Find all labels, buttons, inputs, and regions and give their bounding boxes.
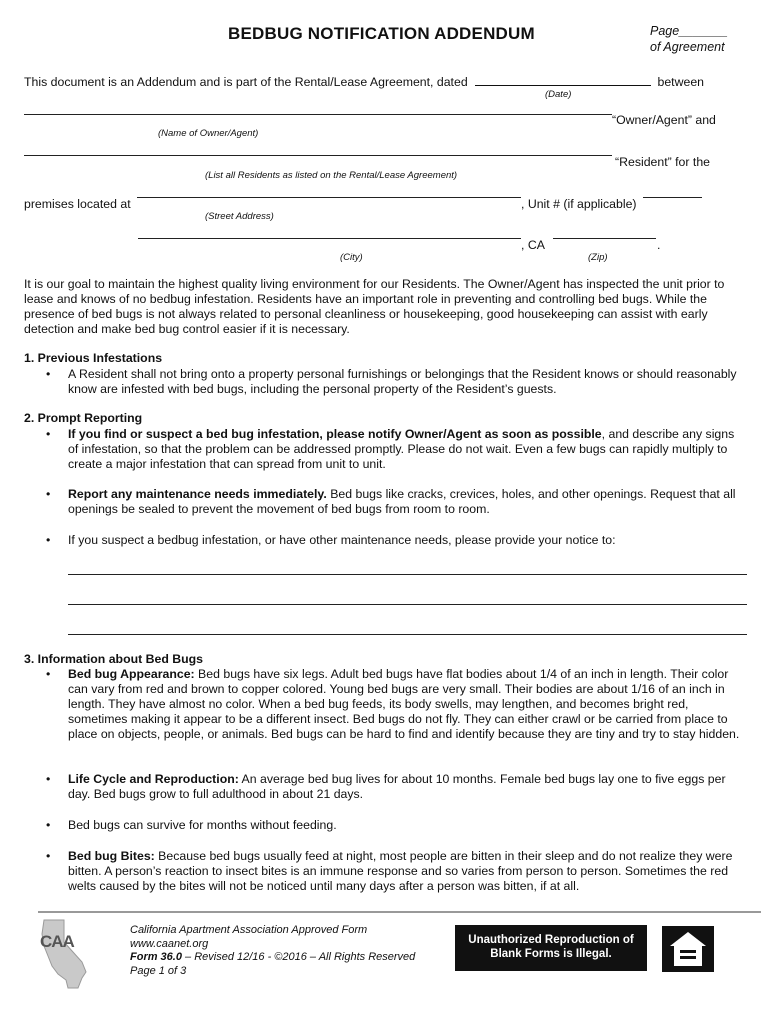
owner-agent-hint: (Name of Owner/Agent) <box>158 128 259 139</box>
owner-agent-field[interactable] <box>24 114 612 115</box>
between-label: between <box>657 75 704 89</box>
notice-line-1[interactable] <box>68 574 747 575</box>
footer-page-count: Page 1 of 3 <box>130 964 187 977</box>
bullet-text <box>68 427 746 472</box>
footer-website[interactable]: www.caanet.org <box>130 937 209 950</box>
resident-label: “Resident” for the <box>615 155 711 169</box>
bullet-text: A Resident shall not bring onto a property personal furnishings or belongings that the Resident knows or should reasonably know are infested with bed bugs, including the personal property of the Resident’s guests. <box>68 367 737 396</box>
date-hint: (Date) <box>545 89 572 100</box>
notice-line-3[interactable] <box>68 634 747 635</box>
section-3-bullet-2 <box>46 772 746 802</box>
section-3-bullet-4 <box>46 849 746 894</box>
bullet-text <box>68 849 746 894</box>
street-address-field[interactable] <box>137 197 521 198</box>
zip-field[interactable] <box>553 238 656 239</box>
footer-revision: – Revised 12/16 - ©2016 – All Rights Reserved <box>181 951 416 963</box>
footer-form-info <box>130 951 415 965</box>
bullet-rest: Bed bugs like cracks, crevices, holes, and other openings. Request that all openings be sealed to prevent the movement of bed bugs from room to room. <box>68 487 736 516</box>
bullet-rest: Bed bugs have six legs. Adult bed bugs have flat bodies about 1/4 of an inch in length. Their color can vary from red and brown to copper colored. Young bed bugs are very small. Their bodies are about 1/16 of an inch in length. They have almost no color. When a bed bug feeds, its body swells, may lengthen, and becomes bright red, sometimes making it appear to be a different insect. Bed bugs do not fly. They can either crawl or be carried from place to place on objects, people, or animals. Bed bugs can be hard to find and identify because they are tiny and try to stay hidden. <box>68 667 740 741</box>
street-address-hint: (Street Address) <box>205 211 274 222</box>
zip-period: . <box>657 238 661 252</box>
notice-line-2[interactable] <box>68 604 747 605</box>
bullet-glyph: • <box>46 818 51 832</box>
section-3-bullet-1 <box>46 667 746 742</box>
bullet-glyph: • <box>46 427 51 441</box>
bullet-text <box>68 487 746 517</box>
stamp-line-2: Blank Forms is Illegal. <box>490 948 612 960</box>
bullet-bold: Report any maintenance needs immediately. <box>68 487 327 501</box>
section-1-bullet <box>46 367 746 397</box>
state-label: , CA <box>521 238 545 252</box>
section-3-heading: 3. Information about Bed Bugs <box>24 652 203 666</box>
of-agreement-label: of Agreement <box>650 40 725 54</box>
residents-hint: (List all Residents as listed on the Rental/Lease Agreement) <box>205 170 458 181</box>
bullet-bold: Bed bug Bites: <box>68 849 155 863</box>
california-state-icon <box>38 918 90 990</box>
bullet-text <box>68 667 746 742</box>
bullet-glyph: • <box>46 667 51 681</box>
bullet-glyph: • <box>46 849 51 863</box>
footer-divider <box>38 911 761 913</box>
premises-label: premises located at <box>24 197 131 211</box>
unit-number-field[interactable] <box>643 197 702 198</box>
bullet-text: If you suspect a bedbug infestation, or have other maintenance needs, please provide your notice to: <box>68 533 616 547</box>
bullet-glyph: • <box>46 533 51 547</box>
bullet-rest: Because bed bugs usually feed at night, most people are bitten in their sleep and do not realize they were bitten. A person’s reaction to insect bites is an immune response and so varies from person to person. Sometimes the red welts caused by the bites will not be noticed until many days after a person was bitten, if at all. <box>68 849 733 893</box>
date-field[interactable] <box>475 74 651 86</box>
section-2-heading: 2. Prompt Reporting <box>24 411 143 425</box>
bullet-glyph: • <box>46 367 51 381</box>
intro-line-1 <box>24 74 704 89</box>
city-field[interactable] <box>138 238 521 239</box>
page-of-agreement <box>650 23 728 55</box>
footer-form-number: Form 36.0 <box>130 951 182 963</box>
goal-paragraph: It is our goal to maintain the highest quality living environment for our Residents. The Owner/Agent has inspected the unit prior to lease and knows of no bedbug infestation. Residents have an important role in preventing and controlling bed bugs. While the presence of bed bugs is not always related to personal cleanliness or housekeeping, good housekeeping can assist with early detection and make bed bug control easier if it is necessary. <box>24 277 725 336</box>
document-title: BEDBUG NOTIFICATION ADDENDUM <box>228 24 535 43</box>
section-1-heading: 1. Previous Infestations <box>24 351 163 365</box>
page-number-field[interactable]: Page_______ <box>650 24 728 38</box>
footer-text <box>130 924 415 978</box>
owner-agent-label: “Owner/Agent” and <box>612 113 716 127</box>
bullet-glyph: • <box>46 487 51 501</box>
section-2-bullet-1 <box>46 427 746 472</box>
unit-label: , Unit # (if applicable) <box>521 197 637 211</box>
residents-field[interactable] <box>24 155 612 156</box>
bullet-bold: If you find or suspect a bed bug infestation, please notify Owner/Agent as soon as possible <box>68 427 602 441</box>
reproduction-warning-stamp <box>455 925 647 971</box>
bullet-rest: An average bed bug lives for about 10 months. Female bed bugs lay one to five eggs per day. Bed bugs grow to full adulthood in about 21 days. <box>68 772 726 801</box>
caa-logo <box>38 918 90 990</box>
footer-association: California Apartment Association Approved Form <box>130 924 368 936</box>
bullet-text: Bed bugs can survive for months without feeding. <box>68 818 337 832</box>
section-3-bullet-3 <box>46 818 746 833</box>
bullet-rest: , and describe any signs of infestation, so that the problem can be addressed promptly. Please do not wait. Even a few bugs can rapidly multiply to create a major infestation that can spread from unit to unit. <box>68 427 735 471</box>
equal-housing-icon <box>662 926 714 972</box>
bullet-bold: Life Cycle and Reproduction: <box>68 772 239 786</box>
section-2-bullet-2 <box>46 487 746 517</box>
bullet-text <box>68 772 746 802</box>
bullet-glyph: • <box>46 772 51 786</box>
section-2-bullet-3 <box>46 533 746 548</box>
zip-hint: (Zip) <box>588 252 608 263</box>
bullet-bold: Bed bug Appearance: <box>68 667 195 681</box>
city-hint: (City) <box>340 252 363 263</box>
intro-text: This document is an Addendum and is part of the Rental/Lease Agreement, dated <box>24 75 468 89</box>
caa-logo-text: CAA <box>40 932 74 951</box>
stamp-line-1: Unauthorized Reproduction of <box>468 934 634 946</box>
